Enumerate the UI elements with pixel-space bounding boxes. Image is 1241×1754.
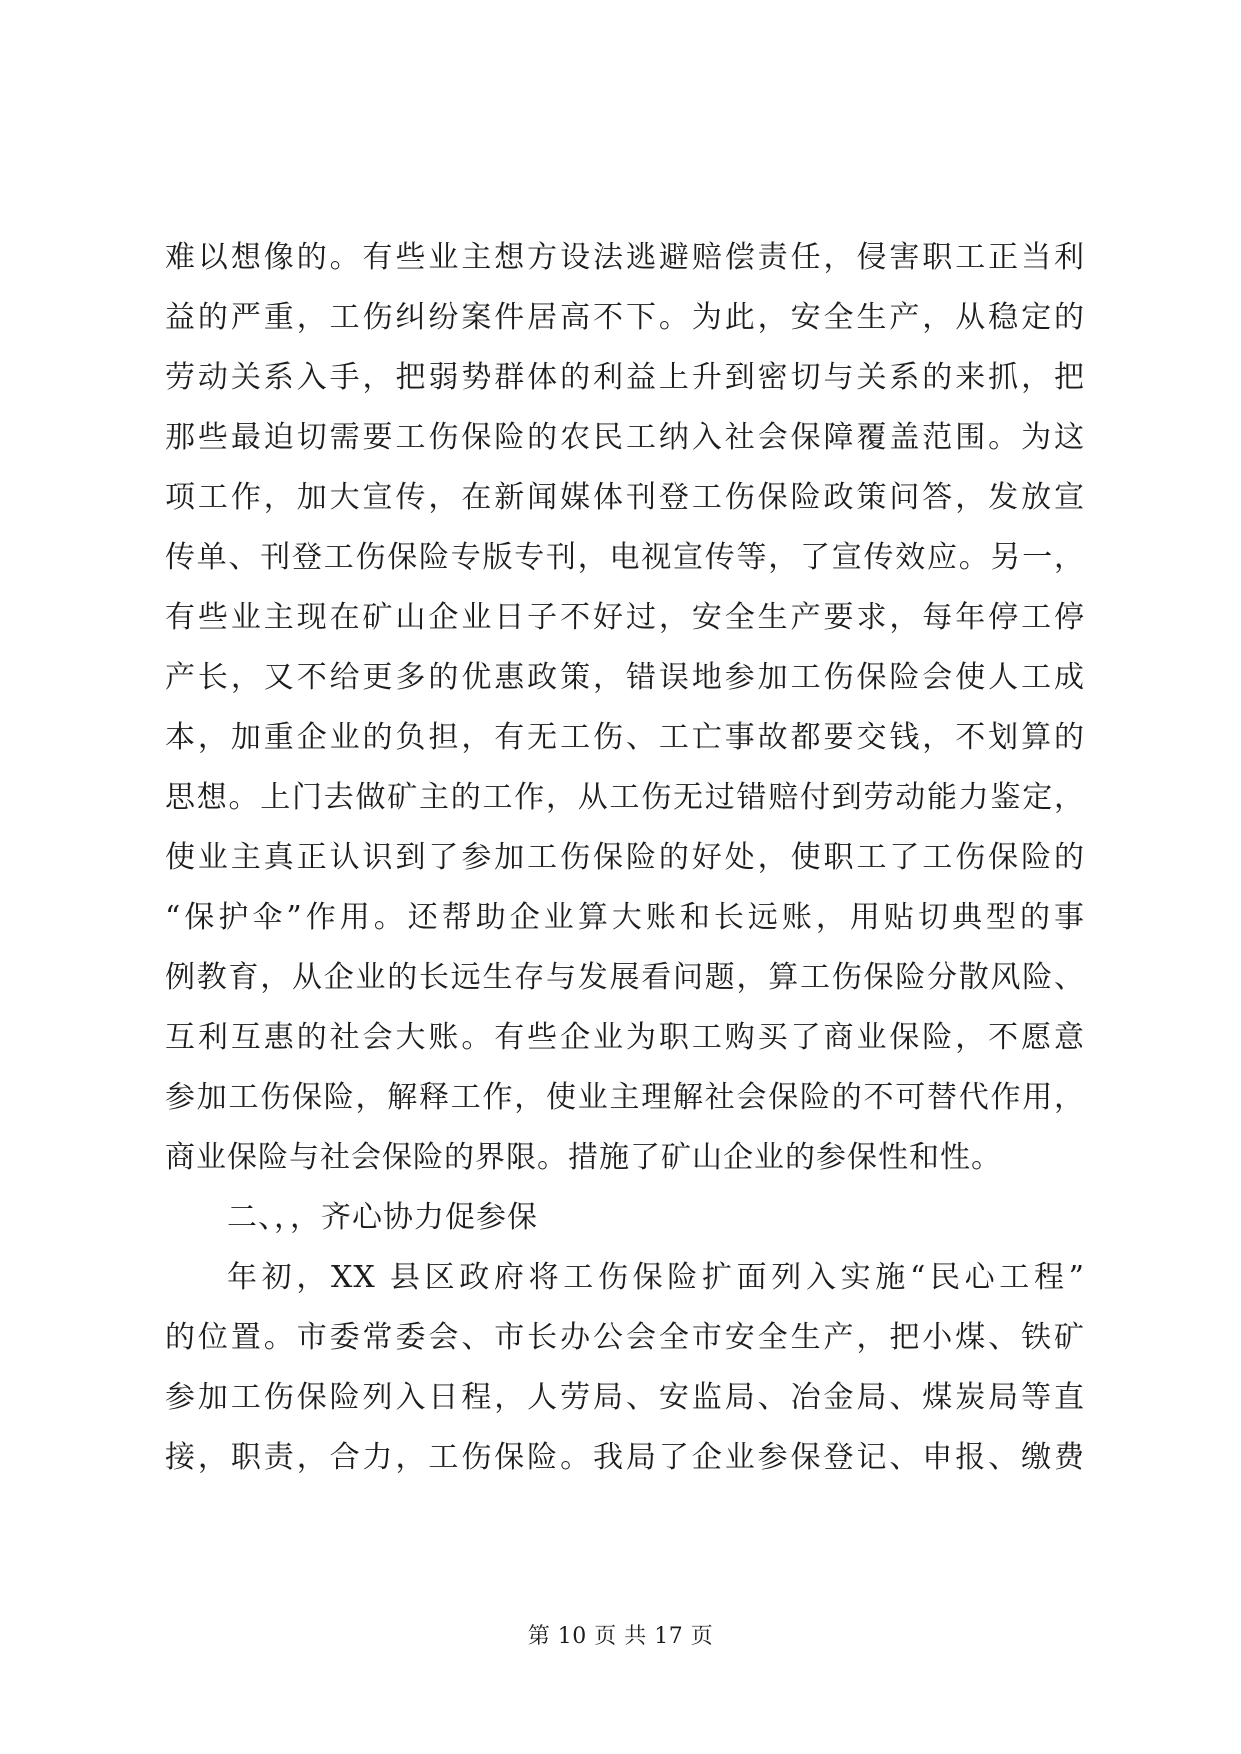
text-line: 产长，又不给更多的优惠政策，错误地参加工伤保险会使人工成 xyxy=(165,660,1085,695)
text-line: 年初，XX 县区政府将工伤保险扩面列入实施“民心工程” xyxy=(227,1260,1085,1295)
text-line: 参加工伤保险列入日程，人劳局、安监局、冶金局、煤炭局等直 xyxy=(165,1380,1085,1415)
text-line: 接，职责，合力，工伤保险。我局了企业参保登记、申报、缴费 xyxy=(165,1440,1085,1475)
text-line: 思想。上门去做矿主的工作，从工伤无过错赔付到劳动能力鉴定， xyxy=(165,780,1085,815)
document-body xyxy=(165,228,1085,1488)
section-heading: 二、，，齐心协力促参保 xyxy=(227,1200,538,1235)
text-line: 益的严重，工伤纠纷案件居高不下。为此，安全生产，从稳定的 xyxy=(165,300,1085,335)
text-line: 使业主真正认识到了参加工伤保险的好处，使职工了工伤保险的 xyxy=(165,840,1085,875)
text-line: 商业保险与社会保险的界限。措施了矿山企业的参保性和性。 xyxy=(165,1140,1002,1175)
text-line: 项工作，加大宣传，在新闻媒体刊登工伤保险政策问答，发放宣 xyxy=(165,480,1085,515)
text-line: 难以想像的。有些业主想方设法逃避赔偿责任，侵害职工正当利 xyxy=(165,240,1085,275)
text-line: 那些最迫切需要工伤保险的农民工纳入社会保障覆盖范围。为这 xyxy=(165,420,1085,455)
text-line: 参加工伤保险，解释工作，使业主理解社会保险的不可替代作用， xyxy=(165,1080,1085,1115)
text-line: 传单、刊登工伤保险专版专刊，电视宣传等，了宣传效应。另一， xyxy=(165,540,1085,575)
text-line: 例教育，从企业的长远生存与发展看问题，算工伤保险分散风险、 xyxy=(165,960,1085,995)
text-line: 本，加重企业的负担，有无工伤、工亡事故都要交钱，不划算的 xyxy=(165,720,1085,755)
text-line: 互利互惠的社会大账。有些企业为职工购买了商业保险，不愿意 xyxy=(165,1020,1085,1055)
text-line: 有些业主现在矿山企业日子不好过，安全生产要求，每年停工停 xyxy=(165,600,1085,635)
text-line: “保护伞”作用。还帮助企业算大账和长远账，用贴切典型的事 xyxy=(165,900,1085,935)
text-line: 劳动关系入手，把弱势群体的利益上升到密切与关系的来抓，把 xyxy=(165,360,1085,395)
text-line: 的位置。市委常委会、市长办公会全市安全生产，把小煤、铁矿 xyxy=(165,1320,1085,1355)
page-number-footer: 第 10 页 共 17 页 xyxy=(527,1624,714,1649)
